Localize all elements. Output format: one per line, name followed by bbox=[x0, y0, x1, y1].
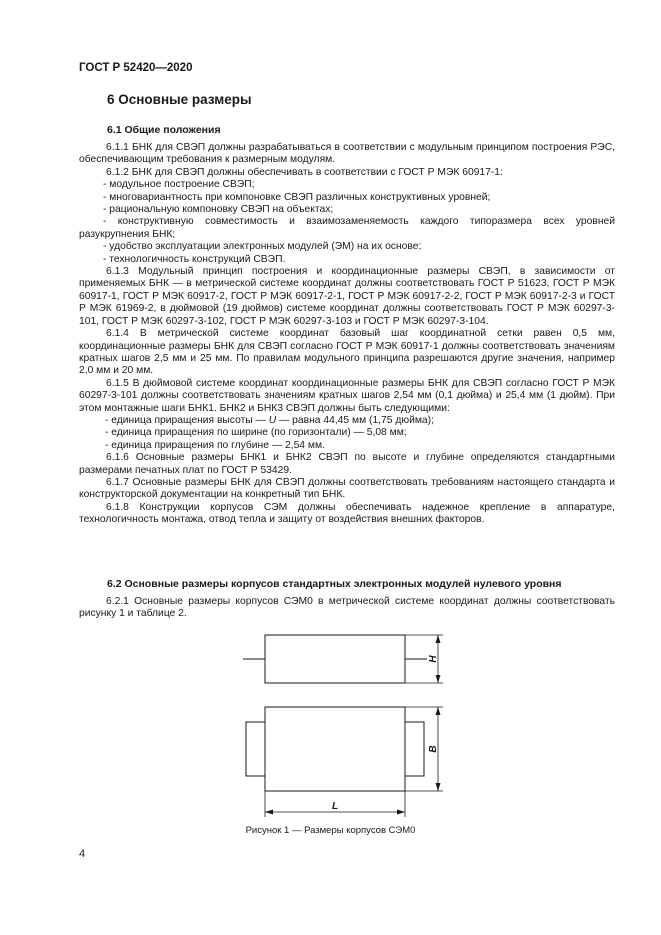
dimension-arrow bbox=[436, 675, 441, 683]
dimension-arrow bbox=[397, 810, 405, 815]
list-item: - единица приращения по глубине — 2,54 мм. bbox=[105, 439, 325, 451]
dimension-arrow bbox=[265, 810, 273, 815]
left-flange bbox=[246, 722, 265, 776]
list-item: - технологичность конструкций СВЭП. bbox=[103, 253, 286, 265]
module-top-view bbox=[265, 707, 405, 791]
paragraph-6-1-5: 6.1.5 В дюймовой системе координат координационные размеры БНК для СВЭП согласно ГОСТ Р МЭК 60297-3-101 должны соответствовать значениям кратных шагов 2,54 мм (0,1 дюйма) и 25,4 мм (1 дюйм). При этом монтажные шаги БНК1. БНК2 и БНК3 СВЭП должны быть следующими: bbox=[79, 377, 615, 414]
paragraph-6-1-7: 6.1.7 Основные размеры БНК для СВЭП должны соответствовать требованиям настоящего стандарта и конструкторской документации на конкретный тип БНК. bbox=[79, 476, 615, 501]
dimension-label-h: H bbox=[428, 655, 439, 663]
right-flange bbox=[405, 722, 424, 776]
list-item: - модульное построение СВЭП; bbox=[103, 179, 255, 191]
section-title: 6 Основные размеры bbox=[107, 92, 252, 107]
dimension-arrow bbox=[436, 635, 441, 643]
subsection-6-1-title: 6.1 Общие положения bbox=[107, 124, 221, 136]
page-number: 4 bbox=[79, 848, 86, 860]
list-item: - многовариантность при компоновке СВЭП различных конструктивных уровней; bbox=[103, 191, 491, 203]
standard-designation: ГОСТ Р 52420—2020 bbox=[79, 62, 193, 74]
paragraph-6-2-1: 6.2.1 Основные размеры корпусов СЭМ0 в метрической системе координат должны соответствовать рисунку 1 и таблице 2. bbox=[79, 596, 615, 620]
paragraph-6-1-4: 6.1.4 В метрической системе координат базовый шаг координатной сетки равен 0,5 мм, координационные размеры БНК для СВЭП согласно ГОСТ Р МЭК 60917-1 должны соответствовать значениям кратных шагов 2,5 мм и 25 мм. По правилам модульного принципа разрешаются другие значения, например 2,0 мм и 20 мм. bbox=[79, 328, 615, 377]
dimension-label-b: B bbox=[428, 745, 439, 753]
list-item: - конструктивную совместимость и взаимозаменяемость каждого типоразмера всех уровней разукрупнения БНК; bbox=[79, 216, 615, 240]
figure-caption: Рисунок 1 — Размеры корпусов СЭМ0 bbox=[245, 825, 416, 836]
dimension-label-l: L bbox=[331, 801, 339, 812]
list-item: - рациональную компоновку СВЭП на объектах; bbox=[103, 204, 334, 216]
paragraph-6-1-8: 6.1.8 Конструкции корпусов СЭМ должны обеспечивать надежное крепление в аппаратуре, технологичность монтажа, отвод тепла и защиту от воздействия внешних факторов. bbox=[79, 501, 615, 526]
paragraph-6-1-2: 6.1.2 БНК для СВЭП должны обеспечивать в соответствии с ГОСТ Р МЭК 60917-1: bbox=[106, 166, 503, 178]
paragraph-6-1-3: 6.1.3 Модульный принцип построения и координационные размеры СВЭП, в зависимости от применяемых БНК — в метрической системе координат должны соответствовать ГОСТ Р 51623, ГОСТ Р МЭК 60917-1, ГОСТ Р МЭК 60917-2, ГОСТ Р МЭК 60917-2-1, ГОСТ Р МЭК 60917-2-2, ГОСТ Р МЭК 60917-2-3 и ГОСТ Р МЭК 61969-2, в дюймовой (19 дюймов) системе координат должны соответствовать ГОСТ Р МЭК 60297-3-101, ГОСТ Р МЭК 60297-3-102, ГОСТ Р МЭК 60297-3-103 и ГОСТ Р МЭК 60297-3-104. bbox=[79, 266, 615, 327]
subsection-6-2-title: 6.2 Основные размеры корпусов стандартных электронных модулей нулевого уровня bbox=[107, 578, 562, 590]
paragraph-6-1-1: 6.1.1 БНК для СВЭП должны разрабатываться в соответствии с модульным принципом построения РЭС, обеспечивающим требования к размерным модулям. bbox=[79, 142, 615, 166]
dimension-arrow bbox=[436, 783, 441, 791]
list-item: - удобство эксплуатации электронных модулей (ЭМ) на их основе; bbox=[103, 241, 422, 253]
dimension-arrow bbox=[436, 707, 441, 715]
paragraph-6-1-6: 6.1.6 Основные размеры БНК1 и БНК2 СВЭП по высоте и глубине определяются стандартными размерами печатных плат по ГОСТ Р 53429. bbox=[79, 452, 615, 476]
module-side-view bbox=[265, 635, 405, 683]
list-item: - единица приращения высоты — U — равна 44,45 мм (1,75 дюйма); bbox=[105, 414, 434, 426]
list-item: - единица приращения по ширине (по горизонтали) — 5,08 мм; bbox=[105, 427, 407, 439]
